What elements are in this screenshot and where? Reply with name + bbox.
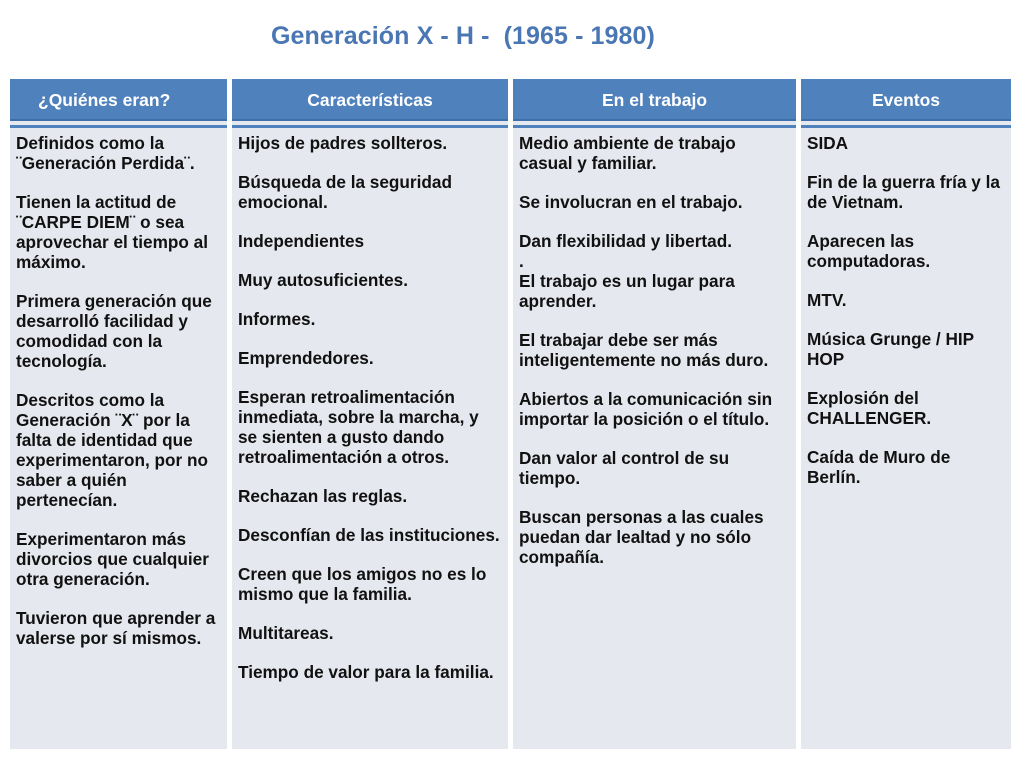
list-item: Tienen la actitud de ¨CARPE DIEM¨ o sea aprovechar el tiempo al máximo. bbox=[16, 192, 208, 272]
list-item: Descritos como la Generación ¨X¨ por la falta de identidad que experimentaron, por no saber a quién pertenecían. bbox=[16, 390, 208, 510]
list-item: Medio ambiente de trabajo casual y familiar. bbox=[519, 133, 736, 173]
list-item: Independientes bbox=[238, 231, 365, 251]
list-item: Música Grunge / HIP HOP bbox=[807, 329, 974, 369]
page-title: Generación X - H - (1965 - 1980) bbox=[270, 22, 655, 50]
list-item: Definidos como la ¨Generación Perdida¨. bbox=[16, 133, 195, 173]
list-item: Rechazan las reglas. bbox=[238, 486, 408, 506]
column-caracteristicas bbox=[232, 79, 508, 749]
list-item: Dan valor al control de su tiempo. bbox=[519, 448, 730, 488]
list-item: Aparecen las computadoras. bbox=[807, 231, 931, 271]
list-item: Explosión del CHALLENGER. bbox=[807, 388, 932, 428]
column-body bbox=[513, 128, 796, 567]
list-item: Se involucran en el trabajo. bbox=[519, 192, 743, 212]
list-item: Muy autosuficientes. bbox=[238, 270, 408, 290]
list-item: Emprendedores. bbox=[238, 348, 374, 368]
list-item: Creen que los amigos no es lo mismo que la familia. bbox=[238, 564, 487, 604]
generation-table bbox=[10, 79, 1011, 749]
list-item: Informes. bbox=[238, 309, 316, 329]
list-item: MTV. bbox=[807, 290, 847, 310]
column-body bbox=[801, 128, 1011, 487]
list-item: Búsqueda de la seguridad emocional. bbox=[238, 172, 452, 212]
list-item: Primera generación que desarrolló facilidad y comodidad con la tecnología. bbox=[16, 291, 212, 371]
list-item: . bbox=[519, 251, 524, 271]
list-item: Buscan personas a las cuales puedan dar lealtad y no sólo compañía. bbox=[519, 507, 764, 567]
column-header: En el trabajo bbox=[513, 79, 796, 121]
list-item: Abiertos a la comunicación sin importar la posición o el título. bbox=[519, 389, 773, 429]
list-item: Tuvieron que aprender a valerse por sí mismos. bbox=[16, 608, 216, 648]
list-item: El trabajo es un lugar para aprender. bbox=[519, 271, 735, 311]
list-item: Caída de Muro de Berlín. bbox=[807, 447, 951, 487]
list-item: Esperan retroalimentación inmediata, sobre la marcha, y se sienten a gusto dando retroalimentación a otros. bbox=[238, 387, 479, 467]
column-body bbox=[232, 128, 508, 682]
list-item: SIDA bbox=[807, 133, 849, 153]
list-item: Fin de la guerra fría y la de Vietnam. bbox=[807, 172, 1000, 212]
list-item: Tiempo de valor para la familia. bbox=[238, 662, 494, 682]
list-item: Hijos de padres sollteros. bbox=[238, 133, 448, 153]
list-item: Dan flexibilidad y libertad. bbox=[519, 231, 732, 251]
column-header: Eventos bbox=[801, 79, 1011, 121]
column-eventos bbox=[801, 79, 1011, 749]
column-quienes-eran bbox=[10, 79, 227, 749]
column-header: ¿Quiénes eran? bbox=[10, 79, 227, 121]
column-en-el-trabajo bbox=[513, 79, 796, 749]
column-header: Características bbox=[232, 79, 508, 121]
list-item: El trabajar debe ser más inteligentemente no más duro. bbox=[519, 330, 769, 370]
list-item: Multitareas. bbox=[238, 623, 334, 643]
column-body bbox=[10, 128, 227, 648]
list-item: Experimentaron más divorcios que cualquier otra generación. bbox=[16, 529, 209, 589]
list-item: Desconfían de las instituciones. bbox=[238, 525, 500, 545]
